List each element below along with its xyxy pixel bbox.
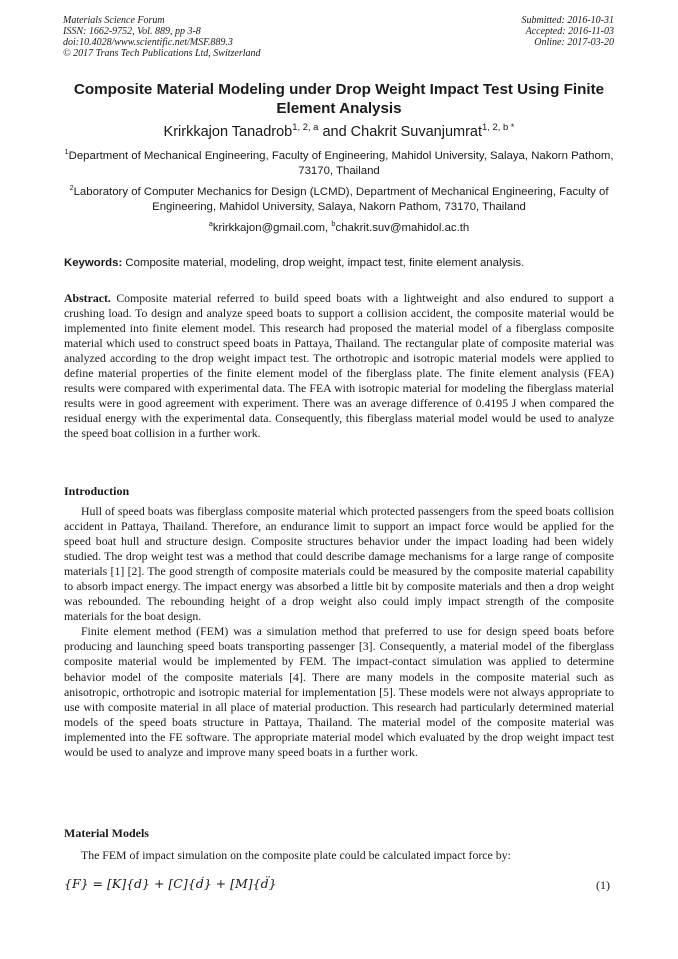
abstract-label: Abstract. <box>64 291 111 305</box>
abstract <box>64 291 614 441</box>
affiliation-1-marker: 1 <box>64 147 69 157</box>
keywords-text: Composite material, modeling, drop weight, impact test, finite element analysis. <box>125 257 525 269</box>
author-conjunction: and <box>322 124 347 140</box>
paper-title: Composite Material Modeling under Drop Weight Impact Test Using Finite Element Analysis <box>73 81 605 117</box>
keywords <box>64 257 624 269</box>
online-date: Online: 2017-03-20 <box>534 37 614 48</box>
journal-info <box>63 15 261 59</box>
author-2: Chakrit Suvanjumrat <box>350 124 483 140</box>
introduction-heading: Introduction <box>64 484 130 498</box>
material-models-heading: Material Models <box>64 826 149 840</box>
introduction-paragraph-2: Finite element method (FEM) was a simulation method that preferred to use for design speed boats before producing and launching speed boats transporting passenger [3]. Consequently, a material model of the fiberglass composite material would be implemented by FEM. The impact-contact simulation was applied to determine behavior model of the composite materials [4]. There are many models in the composite material such as anisotropic, orthotropic and isotropic material for implementation [5]. These models were not always appropriate to use with composite material in all place of material production. This research had particularly determined material models of the speed boats structure in Pattaya, Thailand. The material model of the composite material was implemented into the FE software. The appropriate material model which evaluated by the drop weight impact test would be used to analyze and improve many speed boats in a further work. <box>64 624 614 759</box>
email-a-marker: a <box>208 219 213 229</box>
keywords-label: Keywords: <box>64 257 123 269</box>
author-1: Krirkkajon Tanadrob <box>163 124 293 140</box>
material-models-paragraph-1: The FEM of impact simulation on the composite plate could be calculated impact force by: <box>81 848 511 862</box>
equation-1-number: (1) <box>596 878 610 892</box>
introduction-body <box>64 504 614 760</box>
author-1-affil: 1, 2, a <box>292 121 319 133</box>
author-2-affil: 1, 2, b * <box>482 121 515 133</box>
journal-copyright: © 2017 Trans Tech Publications Ltd, Switzerland <box>63 48 261 59</box>
submitted-date: Submitted: 2016-10-31 <box>521 15 614 26</box>
introduction-paragraph-1: Hull of speed boats was fiberglass composite material which protected passengers from the speed boats collision accident in Pattaya, Thailand. Therefore, an endurance limit to support an impact force would be applied for the speed boat hull and structure design. Composite structures behavior under the impact loading had been widely studied. The drop weight test was a method that could describe damage mechanisms for a large range of composite materials [1] [2]. The good strength of composite materials could be measured by the composite material capability to absorb impact energy. The impact energy was absorbed a little bit by composite materials and then a drop weight was rebounded. The rebounding height of a drop weight also could imply impact strength of the composite materials for the boat design. <box>64 504 614 624</box>
email-b: chakrit.suv@mahidol.ac.th <box>335 222 470 234</box>
journal-doi: doi:10.4028/www.scientific.net/MSF.889.3 <box>63 37 233 48</box>
affiliation-2-marker: 2 <box>69 183 74 193</box>
journal-name: Materials Science Forum <box>63 15 165 26</box>
accepted-date: Accepted: 2016-11-03 <box>525 26 614 37</box>
author-list <box>60 121 618 140</box>
equation-1: {F} = [K]{d} + [C]{ḋ} + [M]{d̈} <box>64 876 277 891</box>
affiliation-2-text: Laboratory of Computer Mechanics for Design (LCMD), Department of Mechanical Engineering, Faculty of Engineering, Mahidol University, Salaya, Nakorn Pathom, 73170, Thailand <box>73 186 609 213</box>
journal-issn: ISSN: 1662-9752, Vol. 889, pp 3-8 <box>63 26 201 37</box>
affiliation-2 <box>60 185 618 215</box>
email-a: krirkkajon@gmail.com, <box>212 222 329 234</box>
email-b-marker: b <box>331 219 336 229</box>
material-models-body <box>64 848 614 863</box>
affiliation-1 <box>60 149 618 179</box>
abstract-text: Composite material referred to build speed boats with a lightweight and also endured to support a crushing load. To design and analyze speed boats to support a collision accident, the composite material would be implemented into finite element model. This research had proposed the material model of a fiberglass composite material which used to construct speed boats in Pattaya, Thailand. The rectangular plate of composite material was analyzed according to the drop weight impact test. The orthotropic and isotropic material models were applied to define material properties of the finite element model of the fiberglass plate. The finite element analysis (FEA) results were compared with experimental data. The FEA with isotropic material for modeling the fiberglass material results were in good agreement with experiment. There was an average difference of 0.4195 J when compared the residual energy with the experimental data. Consequently, this fiberglass material model would be used to analyze the speed boat collision in a further work. <box>64 291 615 441</box>
author-emails <box>60 221 618 236</box>
affiliation-1-text: Department of Mechanical Engineering, Faculty of Engineering, Mahidol University, Salaya, Nakorn Pathom, 73170, Thailand <box>68 150 614 177</box>
submission-dates <box>522 15 615 48</box>
